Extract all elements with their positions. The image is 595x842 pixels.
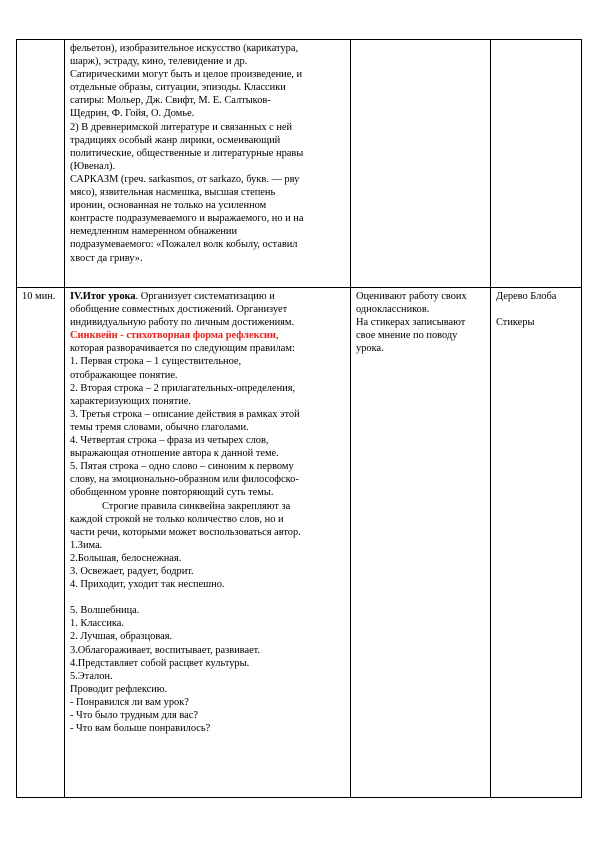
text-line: одноклассников.: [356, 304, 430, 316]
time-cell: [17, 288, 65, 798]
example-line: 3.Облагораживает, воспитывает, развивает.: [70, 644, 261, 656]
example-line: 1.Зима.: [70, 539, 103, 551]
sinkwain-label: Синквейн - стихотворная форма рефлексии: [70, 330, 276, 342]
time-cell: [17, 40, 65, 288]
sinkwain-example-classic: [70, 604, 346, 683]
resource-stickers: Стикеры: [496, 317, 535, 329]
teacher-activity-cell: [65, 40, 351, 288]
rule-line: 5. Пятая строка – одно слово – синоним к первому: [70, 461, 294, 473]
text-line: Оценивают работу своих: [356, 291, 467, 302]
table-row: [17, 40, 582, 288]
rule-line: выражающая отношение автора к данной теме.: [70, 448, 279, 460]
example-line: 4.Представляет собой расцвет культуры.: [70, 657, 250, 669]
text-line: индивидуальную работу по личным достижениям.: [70, 317, 295, 329]
rule-line: обобщенном уровне повторяющий суть темы.: [70, 487, 274, 499]
resource-tree: Дерево Блоба: [496, 291, 557, 302]
sinkwain-rules: [70, 342, 346, 499]
strict-rules-first-line: Строгие правила синквейна закрепляют за: [102, 500, 291, 512]
text-line: урока.: [356, 343, 384, 355]
text-line: САРКАЗМ (греч. sarkasmos, от sarkazo, букв. — рву: [70, 173, 300, 185]
student-activity-text: [356, 290, 486, 355]
question-line: - Понравился ли вам урок?: [70, 696, 189, 708]
strict-rules-text: [70, 513, 346, 539]
stage-duration: 10 мин.: [22, 291, 56, 302]
text-line: Щедрин, Ф. Гойя, О. Домье.: [70, 108, 195, 120]
sinkwain-example-winter: [70, 539, 346, 591]
rule-line: 3. Третья строка – описание действия в рамках этой: [70, 408, 300, 420]
intro-text: [70, 303, 346, 329]
rule-line: 4. Четвертая строка – фраза из четырех слов,: [70, 435, 269, 447]
stage-intro: IV.Итог урока. Организует систематизацию и: [70, 291, 275, 302]
rule-line: которая разворачивается по следующим правилам:: [70, 343, 295, 355]
teacher-activity-cell: [65, 288, 351, 798]
student-activity-cell: [351, 40, 491, 288]
example-line: 5. Волшебница.: [70, 605, 140, 617]
rule-line: слову, на эмоционально-образном или философско-: [70, 474, 299, 486]
text-line: Сатирическими могут быть и целое произведение, и: [70, 69, 303, 81]
text-line: политические, общественные и литературные нравы: [70, 147, 304, 159]
text-line: мясо), язвительная насмешка, высшая степень: [70, 187, 276, 199]
text-line: иронии, основанная не только на усиленном: [70, 200, 267, 212]
example-line: 2.Большая, белоснежная.: [70, 552, 182, 564]
text-line: На стикерах записывают: [356, 317, 466, 329]
text-line: фельетон), изобразительное искусство (карикатура,: [70, 43, 299, 54]
text-line: (Ювенал).: [70, 160, 116, 172]
resources-cell: [491, 288, 582, 798]
example-line: 3. Освежает, радует, бодрит.: [70, 565, 194, 577]
sinkwain-definition: Синквейн - стихотворная форма рефлексии,: [70, 330, 279, 342]
lesson-plan-table: [16, 39, 582, 798]
table-row: [17, 288, 582, 798]
text-line: шарж), эстраду, кино, телевидение и др.: [70, 56, 248, 68]
example-line: 5.Эталон.: [70, 670, 113, 682]
question-line: Проводит рефлексию.: [70, 683, 168, 695]
text-line: каждой строкой не только количество слов, но и: [70, 513, 284, 525]
text-line: подразумеваемого: «Пожалел волк кобылу, оставил: [70, 239, 298, 251]
question-line: - Что вам больше понравилось?: [70, 723, 211, 735]
text-line: отдельные образы, ситуации, эпизоды. Классики: [70, 82, 286, 94]
stage-heading: IV.Итог урока: [70, 291, 136, 302]
rule-line: 2. Вторая строка – 2 прилагательных-определения,: [70, 382, 296, 394]
example-line: 2. Лучшая, образцовая.: [70, 631, 173, 643]
student-activity-cell: [351, 288, 491, 798]
text-line: обобщение совместных достижений. Организует: [70, 304, 288, 316]
example-line: 4. Приходит, уходит так неспешно.: [70, 579, 225, 591]
text-line: свое мнение по поводу: [356, 330, 458, 342]
rule-line: темы тремя словами, обычно глаголами.: [70, 421, 249, 433]
rule-line: 1. Первая строка – 1 существительное,: [70, 356, 242, 368]
text-line: хвост да гриву».: [70, 252, 143, 264]
resources-cell: [491, 40, 582, 288]
text-line: немедленном намеренном обнажении: [70, 226, 238, 238]
reflection-questions: [70, 683, 346, 735]
text-line: сатиры: Мольер, Дж. Свифт, М. Е. Салтыков-: [70, 95, 271, 107]
teacher-text: [70, 42, 346, 265]
text-line: контрасте подразумеваемого и выражаемого, но и на: [70, 213, 304, 225]
example-line: 1. Классика.: [70, 618, 125, 630]
question-line: - Что было трудным для вас?: [70, 710, 198, 721]
text-line: традициях особый жанр лирики, осмеивающий: [70, 134, 281, 146]
rule-line: отображающее понятие.: [70, 369, 178, 381]
text-line: 2) В древнеримской литературе и связанных с ней: [70, 121, 293, 133]
rule-line: характеризующих понятие.: [70, 395, 191, 407]
text-line: части речи, которыми может воспользоваться автор.: [70, 526, 301, 538]
